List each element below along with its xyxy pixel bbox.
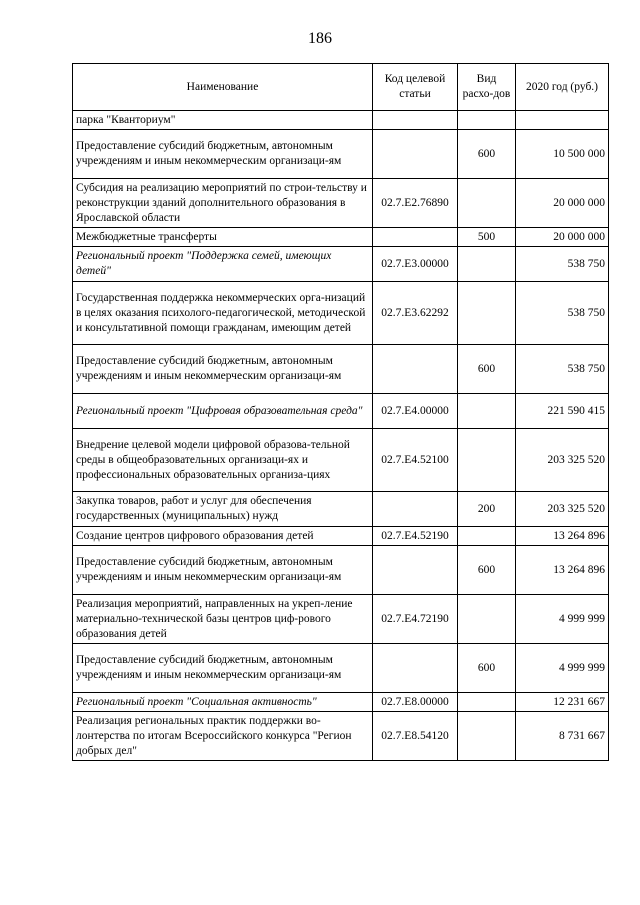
- cell-code: 02.7.E4.52190: [373, 527, 458, 546]
- cell-code: 02.7.E2.76890: [373, 179, 458, 228]
- budget-table: [72, 63, 609, 761]
- cell-amount: 20 000 000: [516, 179, 609, 228]
- cell-kind: [458, 693, 516, 712]
- cell-kind: [458, 282, 516, 345]
- cell-kind: 600: [458, 345, 516, 394]
- cell-name: Региональный проект "Поддержка семей, имеющих детей": [73, 247, 373, 282]
- cell-amount: 203 325 520: [516, 429, 609, 492]
- page-number: 186: [308, 30, 332, 47]
- cell-code: 02.7.E4.72190: [373, 595, 458, 644]
- cell-code: 02.7.E3.62292: [373, 282, 458, 345]
- table-row: [73, 228, 609, 247]
- cell-name: Государственная поддержка некоммерческих орга-низаций в целях оказания психолого-педагогической, методической и консультативной помощи гражданам, имеющим детей: [73, 282, 373, 345]
- cell-kind: 500: [458, 228, 516, 247]
- cell-name: Реализация мероприятий, направленных на укреп-ление материально-технической базы центров циф-рового образования детей: [73, 595, 373, 644]
- cell-name: Закупка товаров, работ и услуг для обеспечения государственных (муниципальных) нужд: [73, 492, 373, 527]
- cell-amount: 20 000 000: [516, 228, 609, 247]
- table-row: [73, 247, 609, 282]
- cell-code: 02.7.E4.00000: [373, 394, 458, 429]
- table-row: [73, 492, 609, 527]
- cell-kind: [458, 394, 516, 429]
- cell-code: 02.7.E8.54120: [373, 712, 458, 761]
- cell-amount: 538 750: [516, 345, 609, 394]
- cell-amount: 4 999 999: [516, 595, 609, 644]
- table-body: [73, 111, 609, 761]
- cell-kind: [458, 247, 516, 282]
- cell-name: Субсидия на реализацию мероприятий по строи-тельству и реконструкции зданий дополнительного образования в Ярославской области: [73, 179, 373, 228]
- cell-amount: 4 999 999: [516, 644, 609, 693]
- header-kind: Вид расхо-дов: [458, 64, 516, 111]
- table-row: [73, 130, 609, 179]
- table-row: [73, 712, 609, 761]
- table-row: [73, 111, 609, 130]
- cell-code: 02.7.E4.52100: [373, 429, 458, 492]
- cell-name: парка "Кванториум": [73, 111, 373, 130]
- table-row: [73, 693, 609, 712]
- cell-kind: 600: [458, 546, 516, 595]
- table-row: [73, 345, 609, 394]
- cell-code: 02.7.E8.00000: [373, 693, 458, 712]
- cell-amount: 13 264 896: [516, 527, 609, 546]
- cell-code: [373, 546, 458, 595]
- table-header-row: [73, 64, 609, 111]
- cell-code: [373, 130, 458, 179]
- cell-name: Предоставление субсидий бюджетным, автономным учреждениям и иным некоммерческим организаци-ям: [73, 345, 373, 394]
- header-code: Код целевой статьи: [373, 64, 458, 111]
- header-name: Наименование: [73, 64, 373, 111]
- table-row: [73, 179, 609, 228]
- header-amount: 2020 год (руб.): [516, 64, 609, 111]
- cell-code: [373, 345, 458, 394]
- cell-code: [373, 492, 458, 527]
- cell-amount: 538 750: [516, 247, 609, 282]
- cell-name: Межбюджетные трансферты: [73, 228, 373, 247]
- cell-amount: 13 264 896: [516, 546, 609, 595]
- table-row: [73, 546, 609, 595]
- table-row: [73, 527, 609, 546]
- cell-name: Предоставление субсидий бюджетным, автономным учреждениям и иным некоммерческим организаци-ям: [73, 644, 373, 693]
- cell-name: Создание центров цифрового образования детей: [73, 527, 373, 546]
- cell-name: Реализация региональных практик поддержки во-лонтерства по итогам Всероссийского конкурса "Регион добрых дел": [73, 712, 373, 761]
- cell-kind: 200: [458, 492, 516, 527]
- table-row: [73, 394, 609, 429]
- cell-name: Региональный проект "Социальная активность": [73, 693, 373, 712]
- cell-kind: [458, 712, 516, 761]
- cell-amount: 8 731 667: [516, 712, 609, 761]
- cell-amount: 12 231 667: [516, 693, 609, 712]
- cell-kind: 600: [458, 130, 516, 179]
- cell-kind: [458, 179, 516, 228]
- cell-amount: 10 500 000: [516, 130, 609, 179]
- cell-kind: [458, 595, 516, 644]
- table-row: [73, 282, 609, 345]
- table-row: [73, 429, 609, 492]
- cell-code: [373, 228, 458, 247]
- cell-amount: 538 750: [516, 282, 609, 345]
- cell-amount: [516, 111, 609, 130]
- cell-name: Предоставление субсидий бюджетным, автономным учреждениям и иным некоммерческим организаци-ям: [73, 546, 373, 595]
- cell-kind: [458, 111, 516, 130]
- cell-code: [373, 644, 458, 693]
- table-row: [73, 595, 609, 644]
- cell-name: Предоставление субсидий бюджетным, автономным учреждениям и иным некоммерческим организаци-ям: [73, 130, 373, 179]
- cell-kind: [458, 429, 516, 492]
- table-row: [73, 644, 609, 693]
- cell-name: Региональный проект "Цифровая образовательная среда": [73, 394, 373, 429]
- cell-code: 02.7.E3.00000: [373, 247, 458, 282]
- cell-amount: 203 325 520: [516, 492, 609, 527]
- cell-kind: [458, 527, 516, 546]
- cell-code: [373, 111, 458, 130]
- cell-name: Внедрение целевой модели цифровой образова-тельной среды в общеобразовательных организаци-ях и профессиональных образовательных организа-циях: [73, 429, 373, 492]
- cell-kind: 600: [458, 644, 516, 693]
- cell-amount: 221 590 415: [516, 394, 609, 429]
